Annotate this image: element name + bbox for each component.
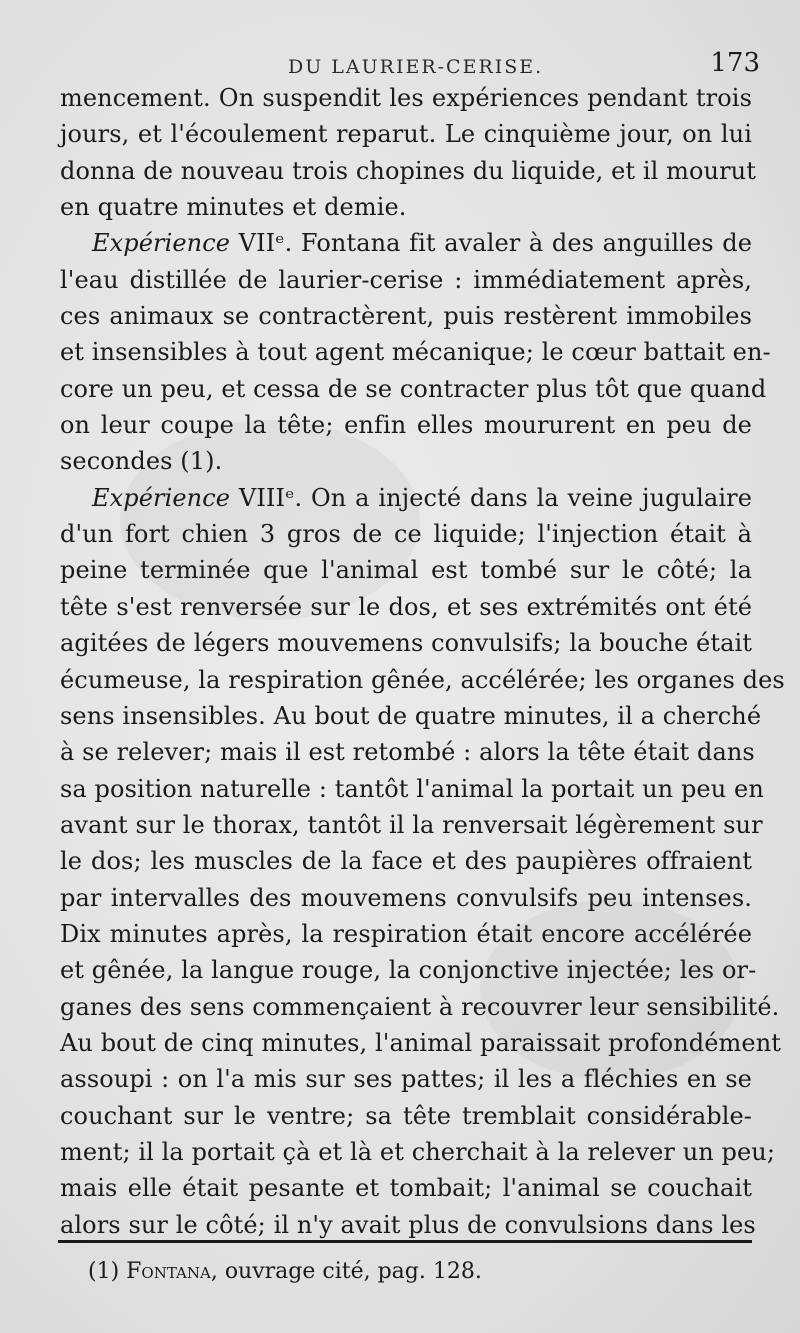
line-text: couchant sur le ventre; sa tête tremblait considérable-: [60, 1101, 752, 1130]
line-text: Dix minutes après, la respiration était encore accélérée: [60, 919, 752, 948]
line-text: tête s'est renversée sur le dos, et ses extrémités ont été: [60, 592, 752, 621]
text-line: [60, 589, 752, 625]
text-line: [60, 189, 752, 225]
line-text: et insensibles à tout agent mécanique; le cœur battait en-: [60, 338, 771, 367]
body-text: [60, 80, 785, 1243]
running-head: DU LAURIER-CERISE.: [288, 56, 544, 78]
text-line: [60, 1134, 776, 1170]
line-text: ganes des sens commençaient à recouvrer leur sensibilité.: [60, 992, 780, 1021]
line-text: ces animaux se contractèrent, puis restèrent immobiles: [60, 302, 752, 331]
line-text: VIIᵉ. Fontana fit avaler à des anguilles de: [230, 229, 752, 258]
text-line: [60, 880, 752, 916]
line-text: agitées de légers mouvemens convulsifs; la bouche était: [60, 629, 752, 658]
line-text: par intervalles des mouvemens convulsifs peu intenses.: [60, 883, 752, 912]
footnote: [88, 1259, 482, 1284]
page-number: 173: [710, 48, 760, 78]
text-line: [60, 225, 752, 261]
line-text: le dos; les muscles de la face et des paupières offraient: [60, 847, 752, 876]
line-text: et gênée, la langue rouge, la conjonctive injectée; les or-: [60, 956, 757, 985]
text-line: [60, 298, 752, 334]
line-text: en quatre minutes et demie.: [60, 193, 407, 222]
text-line: [60, 771, 764, 807]
text-line: [60, 698, 762, 734]
line-text: alors sur le côté; il n'y avait plus de convulsions dans les: [60, 1210, 756, 1239]
line-text: VIIIᵉ. On a injecté dans la veine jugulaire: [230, 483, 752, 512]
line-text: sa position naturelle : tantôt l'animal la portait un peu en: [60, 774, 764, 803]
line-text: peine terminée que l'animal est tombé sur le côté; la: [60, 556, 752, 585]
line-text: à se relever; mais il est retombé : alors la tête était dans: [60, 738, 755, 767]
footnote-rule: [58, 1240, 752, 1243]
text-line: [60, 516, 752, 552]
text-line: [60, 80, 752, 116]
text-line: [60, 625, 752, 661]
experience-label: Expérience: [92, 483, 231, 512]
line-text: Au bout de cinq minutes, l'animal paraissait profondément: [60, 1028, 782, 1057]
line-text: assoupi : on l'a mis sur ses pattes; il les a fléchies en se: [60, 1065, 752, 1094]
line-text: écumeuse, la respiration gênée, accélérée; les organes des: [60, 665, 785, 694]
line-text: mencement. On suspendit les expériences pendant trois: [60, 84, 752, 112]
line-text: d'un fort chien 3 gros de ce liquide; l'injection était à: [60, 520, 752, 549]
text-line: [60, 407, 752, 443]
experience-label: Expérience: [92, 229, 231, 258]
line-text: on leur coupe la tête; enfin elles moururent en peu de: [60, 411, 752, 440]
line-text: sens insensibles. Au bout de quatre minutes, il a cherché: [60, 701, 762, 730]
text-line: [60, 1061, 752, 1097]
text-line: [60, 1207, 756, 1243]
text-line: [60, 153, 756, 189]
line-text: donna de nouveau trois chopines du liquide, et il mourut: [60, 156, 756, 185]
footnote-text: , ouvrage cité, pag. 128.: [210, 1259, 482, 1284]
footnote-author: Fontana: [126, 1259, 211, 1284]
line-text: avant sur le thorax, tantôt il la renversait légèrement sur: [60, 810, 763, 839]
text-line: [60, 1098, 752, 1134]
text-line: [60, 480, 752, 516]
text-line: [60, 371, 767, 407]
text-line: [60, 116, 752, 152]
text-line: [60, 952, 757, 988]
text-line: [60, 443, 752, 479]
line-text: ment; il la portait çà et là et cherchait à la relever un peu;: [60, 1137, 776, 1166]
footnote-marker: (1): [88, 1259, 127, 1284]
text-line: [60, 1170, 752, 1206]
text-line: [60, 734, 755, 770]
text-line: [60, 552, 752, 588]
text-line: [60, 916, 752, 952]
line-text: core un peu, et cessa de se contracter plus tôt que quand: [60, 374, 767, 403]
line-text: secondes (1).: [60, 447, 223, 476]
line-text: l'eau distillée de laurier-cerise : immédiatement après,: [60, 265, 752, 294]
text-line: [60, 662, 785, 698]
line-text: jours, et l'écoulement reparut. Le cinquième jour, on lui: [60, 120, 752, 149]
text-line: [60, 262, 752, 298]
text-line: [60, 807, 763, 843]
line-text: mais elle était pesante et tombait; l'animal se couchait: [60, 1174, 752, 1203]
text-line: [60, 334, 771, 370]
text-line: [60, 989, 780, 1025]
text-line: [60, 1025, 782, 1061]
text-line: [60, 843, 752, 879]
